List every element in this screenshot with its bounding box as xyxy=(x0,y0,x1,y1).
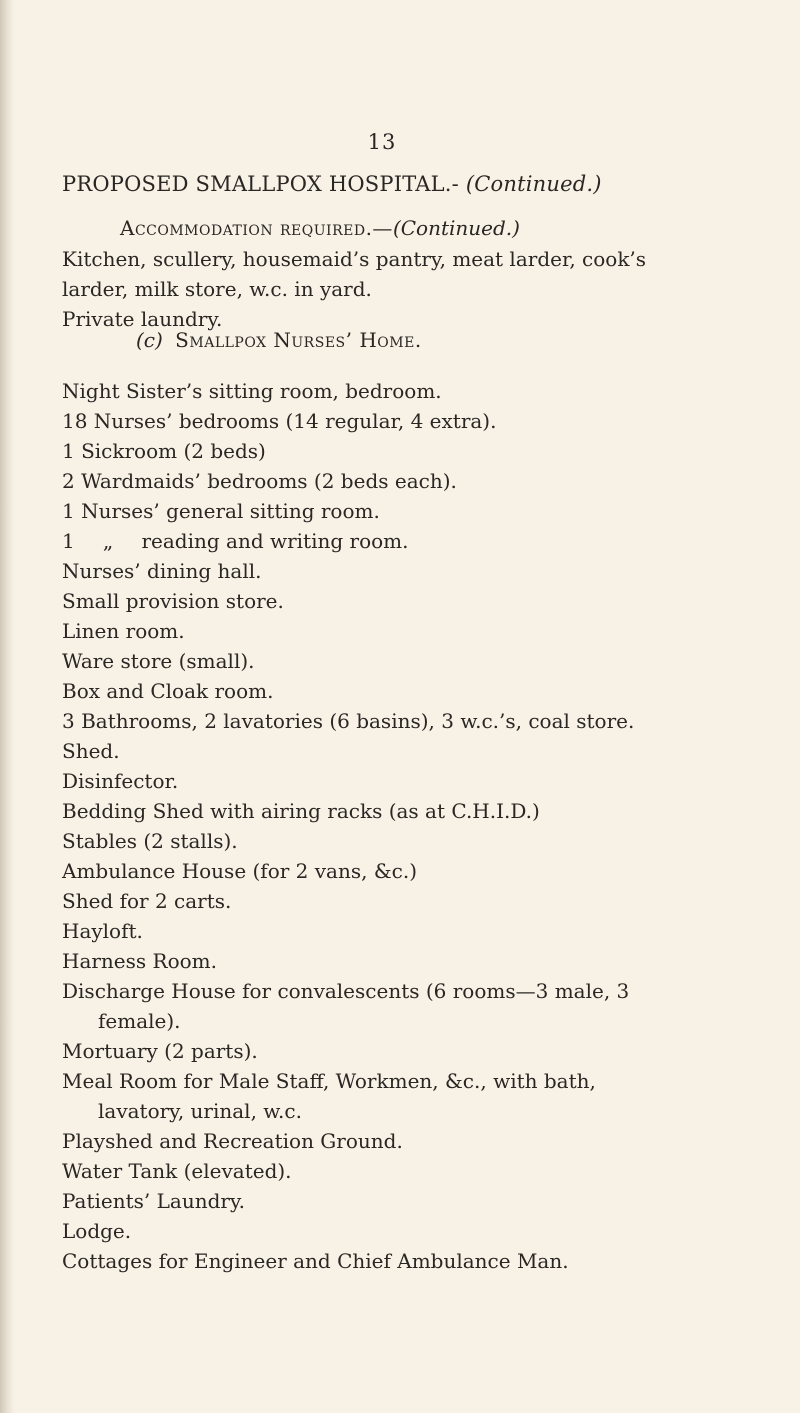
list-item-continuation: lavatory, urinal, w.c. xyxy=(98,1099,302,1123)
intro-line: Kitchen, scullery, housemaid’s pantry, meat larder, cook’s xyxy=(62,247,647,271)
page-title xyxy=(62,172,782,196)
title-continued: (Continued.) xyxy=(465,172,602,196)
intro-line: Private laundry. xyxy=(62,307,223,331)
list-item: Night Sister’s sitting room, bedroom. xyxy=(62,379,442,403)
list-item: Ambulance House (for 2 vans, &c.) xyxy=(62,859,417,883)
list-item: Patients’ Laundry. xyxy=(62,1189,245,1213)
list-item: Meal Room for Male Staff, Workmen, &c., with bath, xyxy=(62,1069,596,1093)
list-item: Box and Cloak room. xyxy=(62,679,274,703)
subheading-text: Accommodation required.— xyxy=(120,216,393,240)
list-item: Nurses’ dining hall. xyxy=(62,559,262,583)
intro-line: larder, milk store, w.c. in yard. xyxy=(62,277,372,301)
list-item: Bedding Shed with airing racks (as at C.H.I.D.) xyxy=(62,799,540,823)
list-item: 2 Wardmaids’ bedrooms (2 beds each). xyxy=(62,469,457,493)
section-label: (c) xyxy=(136,328,163,352)
section-heading xyxy=(136,328,776,352)
list-item: Discharge House for convalescents (6 rooms—3 male, 3 xyxy=(62,979,630,1003)
list-item: Hayloft. xyxy=(62,919,143,943)
list-item: Ware store (small). xyxy=(62,649,255,673)
list-item: Disinfector. xyxy=(62,769,179,793)
page-number: 13 xyxy=(367,130,397,154)
list-item: Cottages for Engineer and Chief Ambulance Man. xyxy=(62,1249,569,1273)
subheading-continued: (Continued.) xyxy=(392,216,520,240)
list-item: Lodge. xyxy=(62,1219,132,1243)
list-item: 1 Sickroom (2 beds) xyxy=(62,439,266,463)
title-text: PROPOSED SMALLPOX HOSPITAL.- xyxy=(62,172,459,196)
list-item: 18 Nurses’ bedrooms (14 regular, 4 extra). xyxy=(62,409,497,433)
ditto-text: reading and writing room. xyxy=(141,529,409,553)
intro-paragraph xyxy=(62,244,784,334)
list-item-ditto xyxy=(62,526,784,556)
list-item: Stables (2 stalls). xyxy=(62,829,238,853)
list-item: Water Tank (elevated). xyxy=(62,1159,292,1183)
list-item: Shed. xyxy=(62,739,120,763)
accommodation-subheading xyxy=(120,216,780,240)
list-item-continuation: female). xyxy=(98,1009,181,1033)
section-title: Smallpox Nurses’ Home. xyxy=(175,328,422,352)
list-item: Playshed and Recreation Ground. xyxy=(62,1129,403,1153)
list-item: Linen room. xyxy=(62,619,185,643)
list-item: 1 Nurses’ general sitting room. xyxy=(62,499,380,523)
list-item: Small provision store. xyxy=(62,589,284,613)
list-item: Shed for 2 carts. xyxy=(62,889,232,913)
list-item: Harness Room. xyxy=(62,949,217,973)
ditto-number: 1 xyxy=(62,529,75,553)
accommodation-list xyxy=(62,376,784,1276)
list-item: Mortuary (2 parts). xyxy=(62,1039,258,1063)
list-item: 3 Bathrooms, 2 lavatories (6 basins), 3 w.c.’s, coal store. xyxy=(62,709,635,733)
ditto-mark: „ xyxy=(102,529,114,553)
